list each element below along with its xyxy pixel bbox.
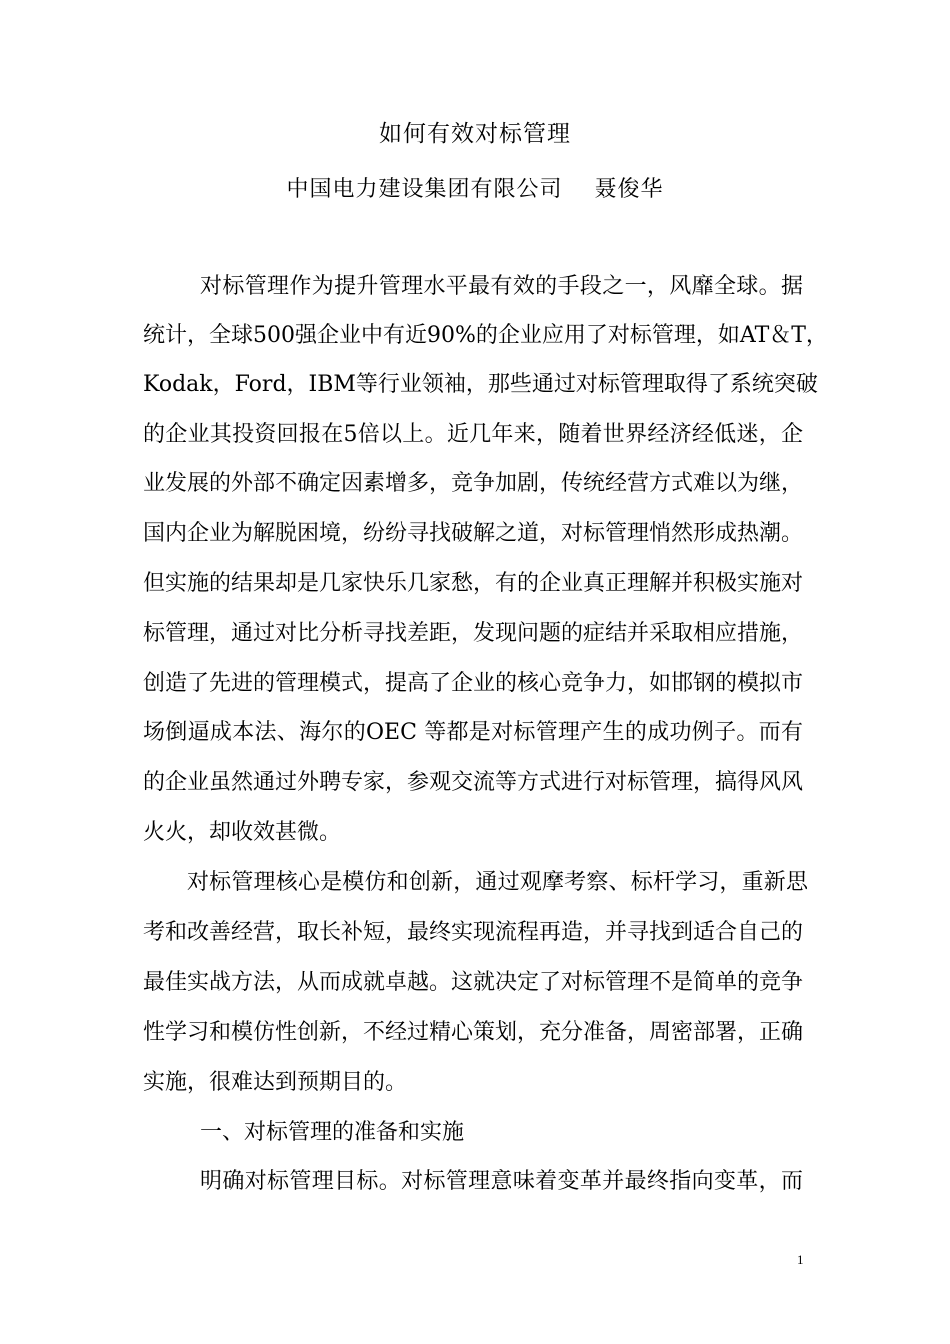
- paragraph-line: 对标管理作为提升管理水平最有效的手段之一，风靡全球。据: [200, 274, 803, 299]
- paragraph-line: 性学习和模仿性创新，不经过精心策划，充分准备，周密部署，正确: [143, 1020, 804, 1045]
- paragraph-line: 创造了先进的管理模式，提高了企业的核心竞争力，如邯钢的模拟市: [143, 671, 804, 696]
- paragraph-line: 场倒逼成本法、海尔的OEC 等都是对标管理产生的成功例子。而有: [143, 720, 803, 745]
- paragraph-line: 的企业虽然通过外聘专家，参观交流等方式进行对标管理，搞得风风: [143, 770, 804, 795]
- paragraph-line: 业发展的外部不确定因素增多，竞争加剧，传统经营方式难以为继，: [143, 471, 804, 496]
- section-heading: 一、对标管理的准备和实施: [200, 1120, 465, 1145]
- paragraph-line: 火火，却收效甚微。: [143, 820, 342, 845]
- paragraph-line: Kodak，Ford，IBM等行业领袖，那些通过对标管理取得了系统突破: [143, 372, 818, 397]
- paragraph-line: 最佳实战方法，从而成就卓越。这就决定了对标管理不是简单的竞争: [143, 970, 804, 995]
- document-title: 如何有效对标管理: [379, 121, 571, 147]
- paragraph-line: 实施，很难达到预期目的。: [143, 1070, 408, 1095]
- document-author: 中国电力建设集团有限公司 聂俊华: [286, 177, 664, 202]
- paragraph-line: 考和改善经营，取长补短，最终实现流程再造，并寻找到适合自己的: [143, 920, 804, 945]
- paragraph-line: 的企业其投资回报在5倍以上。近几年来，随着世界经济经低迷，企: [143, 422, 803, 447]
- page-number: 1: [797, 1252, 804, 1267]
- paragraph-line: 国内企业为解脱困境，纷纷寻找破解之道，对标管理悄然形成热潮。: [143, 521, 804, 546]
- paragraph-line: 对标管理核心是模仿和创新，通过观摩考察、标杆学习，重新思: [187, 870, 808, 895]
- paragraph-line: 但实施的结果却是几家快乐几家愁，有的企业真正理解并积极实施对: [143, 571, 804, 596]
- paragraph-line: 明确对标管理目标。对标管理意味着变革并最终指向变革，而: [200, 1169, 803, 1194]
- paragraph-line: 统计，全球500强企业中有近90%的企业应用了对标管理，如AT＆T，: [143, 323, 828, 348]
- paragraph-line: 标管理，通过对比分析寻找差距，发现问题的症结并采取相应措施，: [143, 621, 804, 646]
